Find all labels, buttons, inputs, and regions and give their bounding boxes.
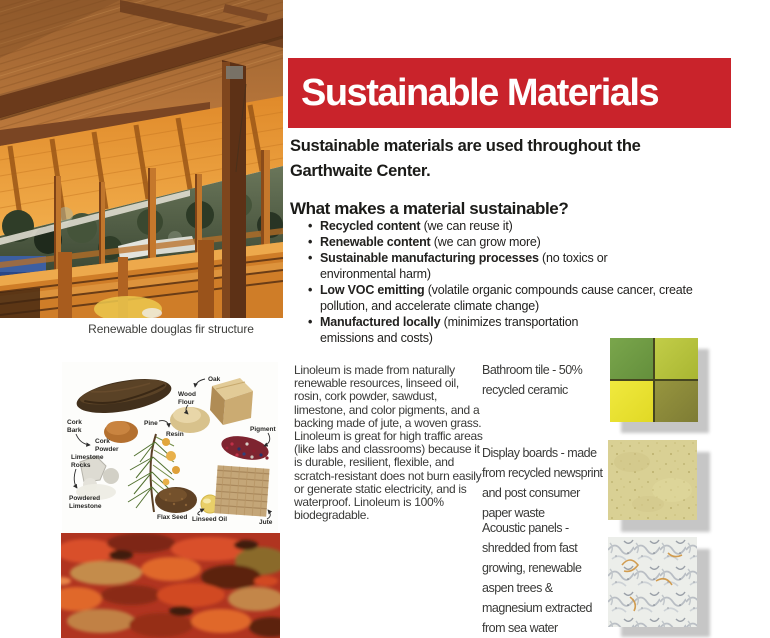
bathroom-tile-label: Bathroom tile - 50% recycled ceramic <box>482 363 583 397</box>
tile-green <box>610 338 653 379</box>
wood-wool-panel-texture <box>608 537 697 627</box>
label-limestone-rocks-line2: Rocks <box>71 462 91 469</box>
display-boards-label: Display boards - made from recycled newsprint and post consumer paper waste <box>482 446 603 520</box>
linoleum-sample-photo <box>61 533 280 638</box>
paper-board-swatch <box>608 440 697 520</box>
acoustic-panels-label: Acoustic panels - shredded from fast growing, renewable aspen trees & magnesium extracted from sea water <box>482 521 593 635</box>
bullet-rest: (we can reuse it) <box>420 219 513 233</box>
wood-wool-panel-swatch <box>608 537 697 627</box>
label-powdered-limestone-line2: Limestone <box>69 503 102 510</box>
linoleum-sample-texture <box>61 533 280 638</box>
label-cork-bark-line1: Cork <box>67 419 82 426</box>
bullet-rest: (we can grow more) <box>430 235 541 249</box>
label-pine: Pine <box>144 420 158 427</box>
tile-yellow <box>610 381 653 422</box>
title-banner <box>288 58 731 128</box>
bullet-sustainable-manufacturing <box>306 250 650 282</box>
bullet-bold: Renewable content <box>320 235 431 249</box>
bullet-renewable-content <box>306 234 660 250</box>
label-wood-flour-line1: Wood <box>178 391 196 398</box>
label-cork-powder-line1: Cork <box>95 438 110 445</box>
bullet-recycled-content <box>306 218 660 234</box>
douglas-fir-structure-illustration <box>0 0 283 318</box>
paper-board-texture <box>608 440 697 520</box>
bullet-bold: Sustainable manufacturing processes <box>320 251 539 265</box>
tile-yellow-green <box>655 338 698 379</box>
label-oak: Oak <box>208 376 221 383</box>
bullet-low-voc <box>306 282 695 314</box>
label-flax-seed: Flax Seed <box>157 514 188 521</box>
ceramic-tile-swatch <box>610 338 698 422</box>
label-jute: Jute <box>259 519 273 526</box>
bullet-bold: Recycled content <box>320 219 421 233</box>
question-heading: What makes a material sustainable? <box>290 199 569 218</box>
label-resin: Resin <box>166 431 184 438</box>
bullet-bold: Low VOC emitting <box>320 283 425 297</box>
label-limestone-rocks-line1: Limestone <box>71 454 104 461</box>
label-wood-flour-line2: Flour <box>178 399 195 406</box>
linoleum-ingredients-illustration <box>62 362 278 533</box>
label-pigment: Pigment <box>250 426 276 433</box>
intro-text: Sustainable materials are used throughout the Garthwaite Center. <box>290 137 641 180</box>
douglas-fir-structure-photo <box>0 0 283 318</box>
linoleum-paragraph: Linoleum is made from naturally renewable resources, linseed oil, rosin, cork powder, sawdust, limestone, and color pigments, and a backing made of jute, a woven grass. Linoleum is great for high traffic areas (like labs and classrooms) because it is durable, resilient, flexible, and scratch-resistant does not burn easily or generate static electricity, and is waterproof. Linoleum is 100% biodegradable. <box>294 363 483 523</box>
sustainability-bullet-list <box>306 218 695 346</box>
tile-olive <box>655 381 698 422</box>
bullet-rest: (minimizes transportation emissions and costs) <box>320 315 579 345</box>
bullet-manufactured-locally <box>306 314 620 346</box>
bullet-rest: (volatile organic compounds cause cancer, create pollution, and accelerate climate change) <box>320 283 693 313</box>
bullet-rest: (no toxics or environmental harm) <box>320 251 608 281</box>
label-powdered-limestone-line1: Powdered <box>69 495 101 502</box>
label-cork-bark-line2: Bark <box>67 427 82 434</box>
photo-caption: Renewable douglas fir structure <box>88 322 254 336</box>
label-cork-powder-line2: Powder <box>95 446 119 453</box>
bullet-bold: Manufactured locally <box>320 315 441 329</box>
label-linseed-oil: Linseed Oil <box>192 516 228 523</box>
linoleum-ingredients-diagram <box>62 362 278 533</box>
page-title: Sustainable Materials <box>301 72 659 114</box>
